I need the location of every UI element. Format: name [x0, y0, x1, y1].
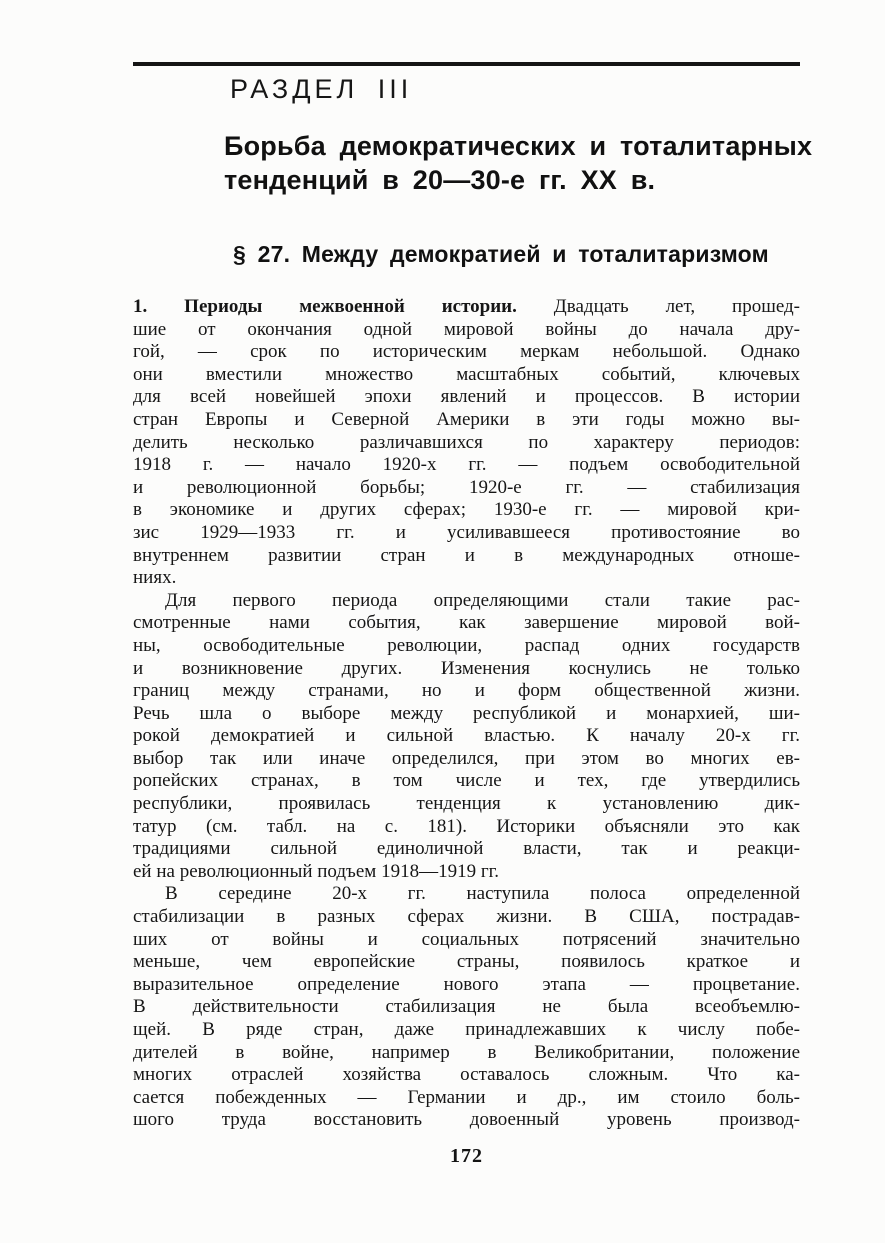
text-line: смотренные нами события, как завершение мировой вой-	[133, 612, 800, 634]
body-text	[133, 296, 800, 1132]
text-line: внутреннем развитии стран и в международных отноше-	[133, 544, 800, 566]
text-line: делить несколько различавшихся по характеру периодов:	[133, 431, 800, 453]
text-line: дителей в войне, например в Великобритании, положение	[133, 1041, 800, 1063]
text-line: 1. Периоды межвоенной истории. Двадцать лет, прошед-	[133, 296, 801, 317]
text-line: стабилизации в разных сферах жизни. В США, пострадав-	[133, 906, 800, 928]
text-line: В действительности стабилизация не была всеобъемлю-	[133, 996, 800, 1018]
paragraph	[133, 883, 800, 1132]
text-line: меньше, чем европейские страны, появилось краткое и	[133, 951, 800, 973]
text-line: выразительное определение нового этапа — процветание.	[133, 973, 800, 995]
text-line: они вместили множество масштабных событий, ключевых	[133, 363, 800, 385]
text-line: ших от войны и социальных потрясений значительно	[133, 928, 800, 950]
paragraph	[133, 590, 800, 884]
text-line: зис 1929—1933 гг. и усиливавшееся противостояние во	[133, 521, 800, 543]
page-number: 172	[450, 1145, 483, 1167]
text-line: сается побежденных — Германии и др., им стоило боль-	[133, 1086, 800, 1108]
text-line: и революционной борьбы; 1920-е гг. — стабилизация	[133, 476, 800, 498]
text-line: в экономике и других сферах; 1930-е гг. — мировой кри-	[133, 499, 800, 521]
text-line: щей. В ряде стран, даже принадлежавших к числу побе-	[133, 1019, 800, 1040]
text-line: республики, проявилась тенденция к установлению дик-	[133, 793, 800, 815]
text-line: Речь шла о выборе между республикой и монархией, ши-	[133, 702, 800, 724]
text-line: многих отраслей хозяйства оставалось сложным. Что ка-	[133, 1064, 800, 1086]
text-line: стран Европы и Северной Америки в эти годы можно вы-	[133, 408, 800, 430]
section-divider-rule	[133, 62, 800, 66]
section-title-line-2: тенденций в 20—30-е гг. XX в.	[224, 165, 656, 195]
section-title	[224, 129, 824, 197]
chapter-heading: § 27. Между демократией и тоталитаризмом	[233, 241, 769, 267]
text-line: татур (см. табл. на с. 181). Историки объясняли это как	[133, 815, 800, 837]
section-title-line-1: Борьба демократических и тоталитарных	[224, 131, 813, 161]
text-line: В середине 20-х гг. наступила полоса определенной	[165, 883, 800, 905]
text-line: Для первого периода определяющими стали такие рас-	[165, 589, 800, 611]
text-line: гой, — срок по историческим меркам небольшой. Однако	[133, 341, 800, 363]
text-line: ниях.	[133, 567, 177, 589]
text-line: ей на революционный подъем 1918—1919 гг.	[133, 860, 500, 882]
text-line: ропейских странах, в том числе и тех, где утвердились	[133, 770, 800, 792]
section-label: РАЗДЕЛ III	[230, 74, 413, 104]
paragraph	[133, 296, 800, 590]
text-line: традициями сильной единоличной власти, так и реакци-	[133, 838, 800, 860]
text-line: границ между странами, но и форм общественной жизни.	[133, 680, 800, 702]
text-line: 1918 г. — начало 1920-х гг. — подъем освободительной	[133, 454, 800, 476]
text-line: рокой демократией и сильной властью. К началу 20-х гг.	[133, 725, 800, 747]
text-line: выбор так или иначе определился, при этом во многих ев-	[133, 747, 800, 769]
text-line: шого труда восстановить довоенный уровень производ-	[133, 1109, 800, 1131]
text-line: для всей новейшей эпохи явлений и процессов. В истории	[133, 386, 800, 408]
text-line: ны, освободительные революции, распад одних государств	[133, 634, 800, 656]
text-line: и возникновение других. Изменения коснулись не только	[133, 657, 800, 679]
text-line: шие от окончания одной мировой войны до начала дру-	[133, 318, 800, 340]
